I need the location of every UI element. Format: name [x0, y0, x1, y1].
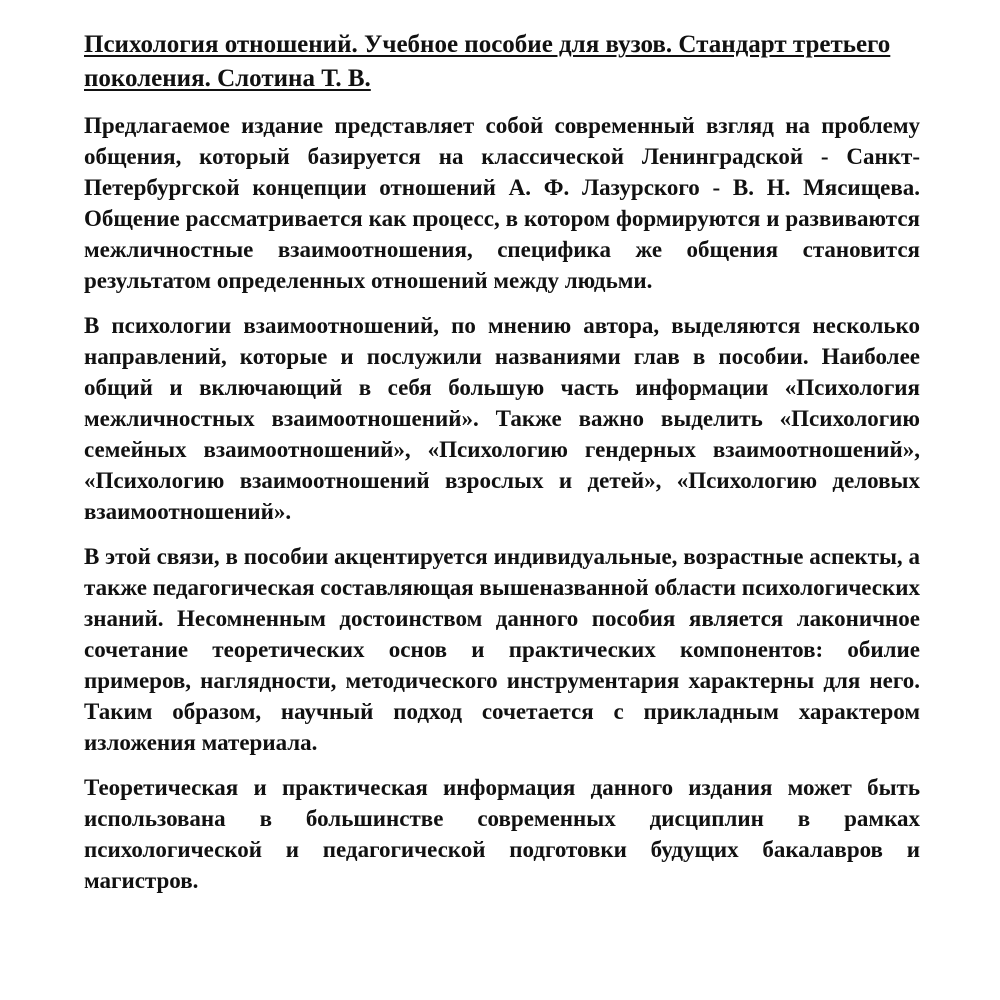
paragraph-aspects: В этой связи, в пособии акцентируется индивидуальные, возрастные аспекты, а также педагогическая составляющая вышеназванной области психологических знаний. Несомненным достоинством данного пособия является лаконичное сочетание теоретических основ и практических компонентов: обилие примеров, наглядности, методического инструментария характерны для него. Таким образом, научный подход сочетается с прикладным характером изложения материала. — [84, 544, 921, 755]
paragraph-intro: Предлагаемое издание представляет собой современный взгляд на проблему общения, который базируется на классической Ленинградской - Санкт-Петербургской концепции отношений А. Ф. Лазурского - В. Н. Мясищева. Общение рассматривается как процесс, в котором формируются и развиваются межличностные взаимоотношения, специфика же общения становится результатом определенных отношений между людьми. — [84, 113, 920, 293]
document-title: Психология отношений. Учебное пособие для вузов. Стандарт третьего поколения. Слотина Т. В. — [84, 31, 891, 92]
paragraph-directions: В психологии взаимоотношений, по мнению автора, выделяются несколько направлений, которые и послужили названиями глав в пособии. Наиболее общий и включающий в себя большую часть информации «Психология межличностных взаимоотношений». Также важно выделить «Психологию семейных взаимоотношений», «Психологию гендерных взаимоотношений», «Психологию взаимоотношений взрослых и детей», «Психологию деловых взаимоотношений». — [84, 313, 920, 524]
paragraph-conclusion: Теоретическая и практическая информация данного издания может быть использована в большинстве современных дисциплин в рамках психологической и педагогической подготовки будущих бакалавров и магистров. — [84, 775, 920, 893]
